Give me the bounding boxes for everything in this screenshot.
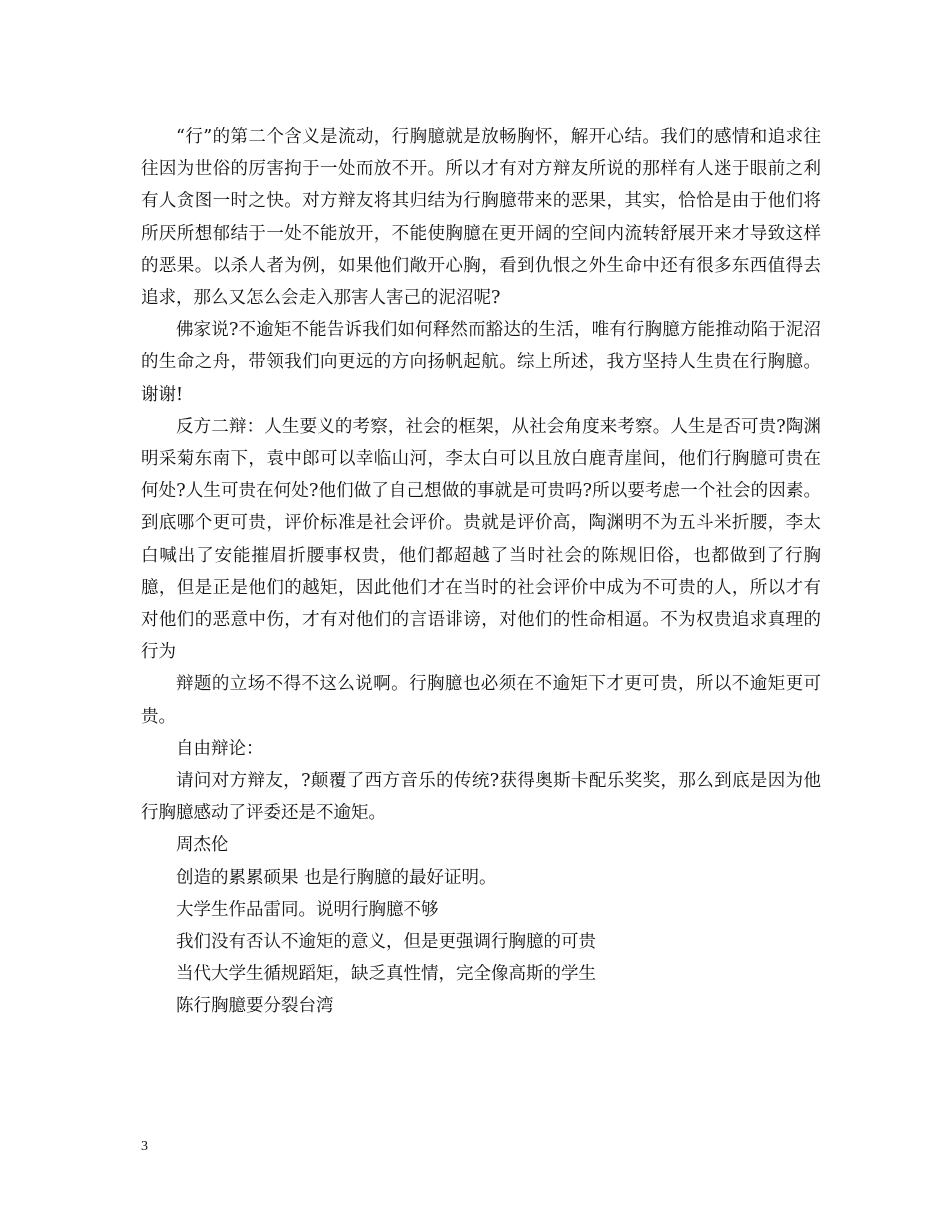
heading-free-debate: 自由辩论：	[176, 738, 264, 759]
paragraph-buddhist-view: 佛家说?不逾矩不能告诉我们如何释然而豁达的生活，唯有行胸臆方能推动陷于泥沼的生命之舟，带领我们向更远的方向扬帆起航。综上所述，我方坚持人生贵在行胸臆。谢谢!	[141, 320, 821, 405]
line-item: 周杰伦	[176, 835, 229, 856]
line-item: 大学生作品雷同。说明行胸臆不够	[176, 899, 439, 920]
paragraph-question: 请问对方辩友，?颠覆了西方音乐的传统?获得奥斯卡配乐奖奖，那么到底是因为他行胸臆感动了评委还是不逾矩。	[141, 771, 821, 824]
paragraph-meaning-of-xing: “行”的第二个含义是流动，行胸臆就是放畅胸怀，解开心结。我们的感情和追求往往因为世俗的厉害拘于一处而放不开。所以才有对方辩友所说的那样有人迷于眼前之利有人贪图一时之快。对方辩友将其归结为行胸臆带来的恶果，其实，恰恰是由于他们将所厌所想郁结于一处不能放开，不能使胸臆在更开阔的空间内流转舒展开来才导致这样的恶果。以杀人者为例，如果他们敞开心胸，看到仇恨之外生命中还有很多东西值得去追求，那么又怎么会走入那害人害己的泥沼呢?	[141, 127, 821, 309]
line-item: 创造的累累硕果 也是行胸臆的最好证明。	[176, 867, 497, 888]
document-body	[141, 121, 821, 1023]
line-item: 陈行胸臆要分裂台湾	[176, 996, 334, 1017]
paragraph-second-opposition: 反方二辩：人生要义的考察，社会的框架，从社会角度来考察。人生是否可贵?陶渊明采菊东南下，袁中郎可以幸临山河，李太白可以且放白鹿青崖间，他们行胸臆可贵在何处?人生可贵在何处?他们做了自己想做的事就是可贵吗?所以要考虑一个社会的因素。到底哪个更可贵，评价标准是社会评价。贵就是评价高，陶渊明不为五斗米折腰，李太白喊出了安能摧眉折腰事权贵，他们都超越了当时社会的陈规旧俗，也都做到了行胸臆，但是正是他们的越矩，因此他们才在当时的社会评价中成为不可贵的人，所以才有对他们的恶意中伤，才有对他们的言语诽谤，对他们的性命相逼。不为权贵追求真理的行为	[141, 416, 821, 663]
line-item: 我们没有否认不逾矩的意义，但是更强调行胸臆的可贵	[176, 932, 596, 953]
line-item: 当代大学生循规蹈矩，缺乏真性情，完全像高斯的学生	[176, 964, 596, 985]
page-number: 3	[141, 1139, 148, 1154]
paragraph-debate-stance: 辩题的立场不得不这么说啊。行胸臆也必须在不逾矩下才更可贵，所以不逾矩更可贵。	[141, 674, 821, 727]
